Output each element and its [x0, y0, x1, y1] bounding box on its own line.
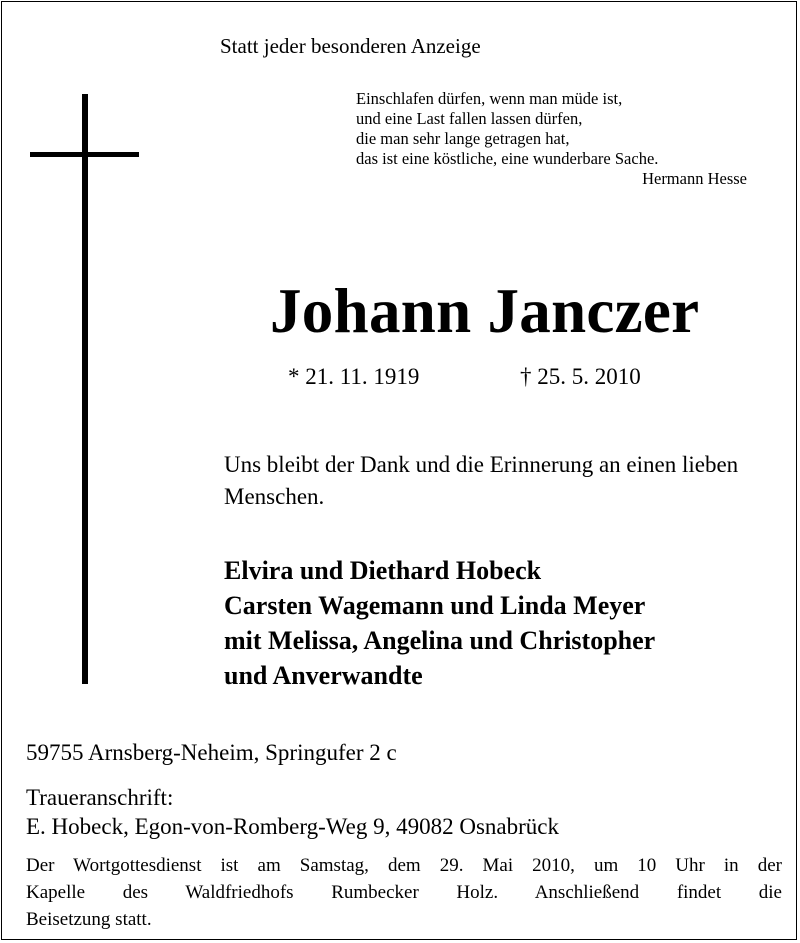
birth-date: * 21. 11. 1919	[288, 364, 420, 389]
service-line: Der Wortgottesdienst ist am Samstag, dem 29. Mai 2010, um 10 Uhr in der	[26, 855, 782, 876]
family-line: Elvira und Diethard Hobeck	[224, 556, 542, 585]
notice-heading: Statt jeder besonderen Anzeige	[220, 34, 481, 58]
service-info	[26, 852, 782, 933]
mourning-address-label: Traueranschrift:	[26, 785, 174, 810]
poem-line: und eine Last fallen lassen dürfen,	[356, 109, 583, 128]
service-line: Kapelle des Waldfriedhofs Rumbecker Holz. Anschließend findet die	[26, 882, 782, 903]
family-line: mit Melissa, Angelina und Christopher	[224, 626, 656, 655]
cross-icon	[82, 94, 88, 684]
deceased-name: Johann Janczer	[270, 276, 700, 346]
poem-line: Einschlafen dürfen, wenn man müde ist,	[356, 89, 623, 108]
family-line: Carsten Wagemann und Linda Meyer	[224, 591, 646, 620]
family-address: 59755 Arnsberg-Neheim, Springufer 2 c	[26, 740, 397, 765]
service-line: Beisetzung statt.	[26, 909, 152, 930]
family-list	[224, 553, 655, 693]
cross-icon-bar	[30, 152, 139, 157]
poem-line: die man sehr lange getragen hat,	[356, 129, 570, 148]
mourning-address: E. Hobeck, Egon-von-Romberg-Weg 9, 49082 Osnabrück	[26, 814, 559, 839]
poem-line: das ist eine köstliche, eine wunderbare Sache.	[356, 149, 659, 168]
death-date: † 25. 5. 2010	[520, 364, 641, 389]
poem-author: Hermann Hesse	[642, 169, 747, 188]
poem-quote	[356, 89, 747, 189]
family-line: und Anverwandte	[224, 661, 423, 690]
thanks-text: Uns bleibt der Dank und die Erinnerung an einen lieben Menschen.	[224, 452, 739, 509]
